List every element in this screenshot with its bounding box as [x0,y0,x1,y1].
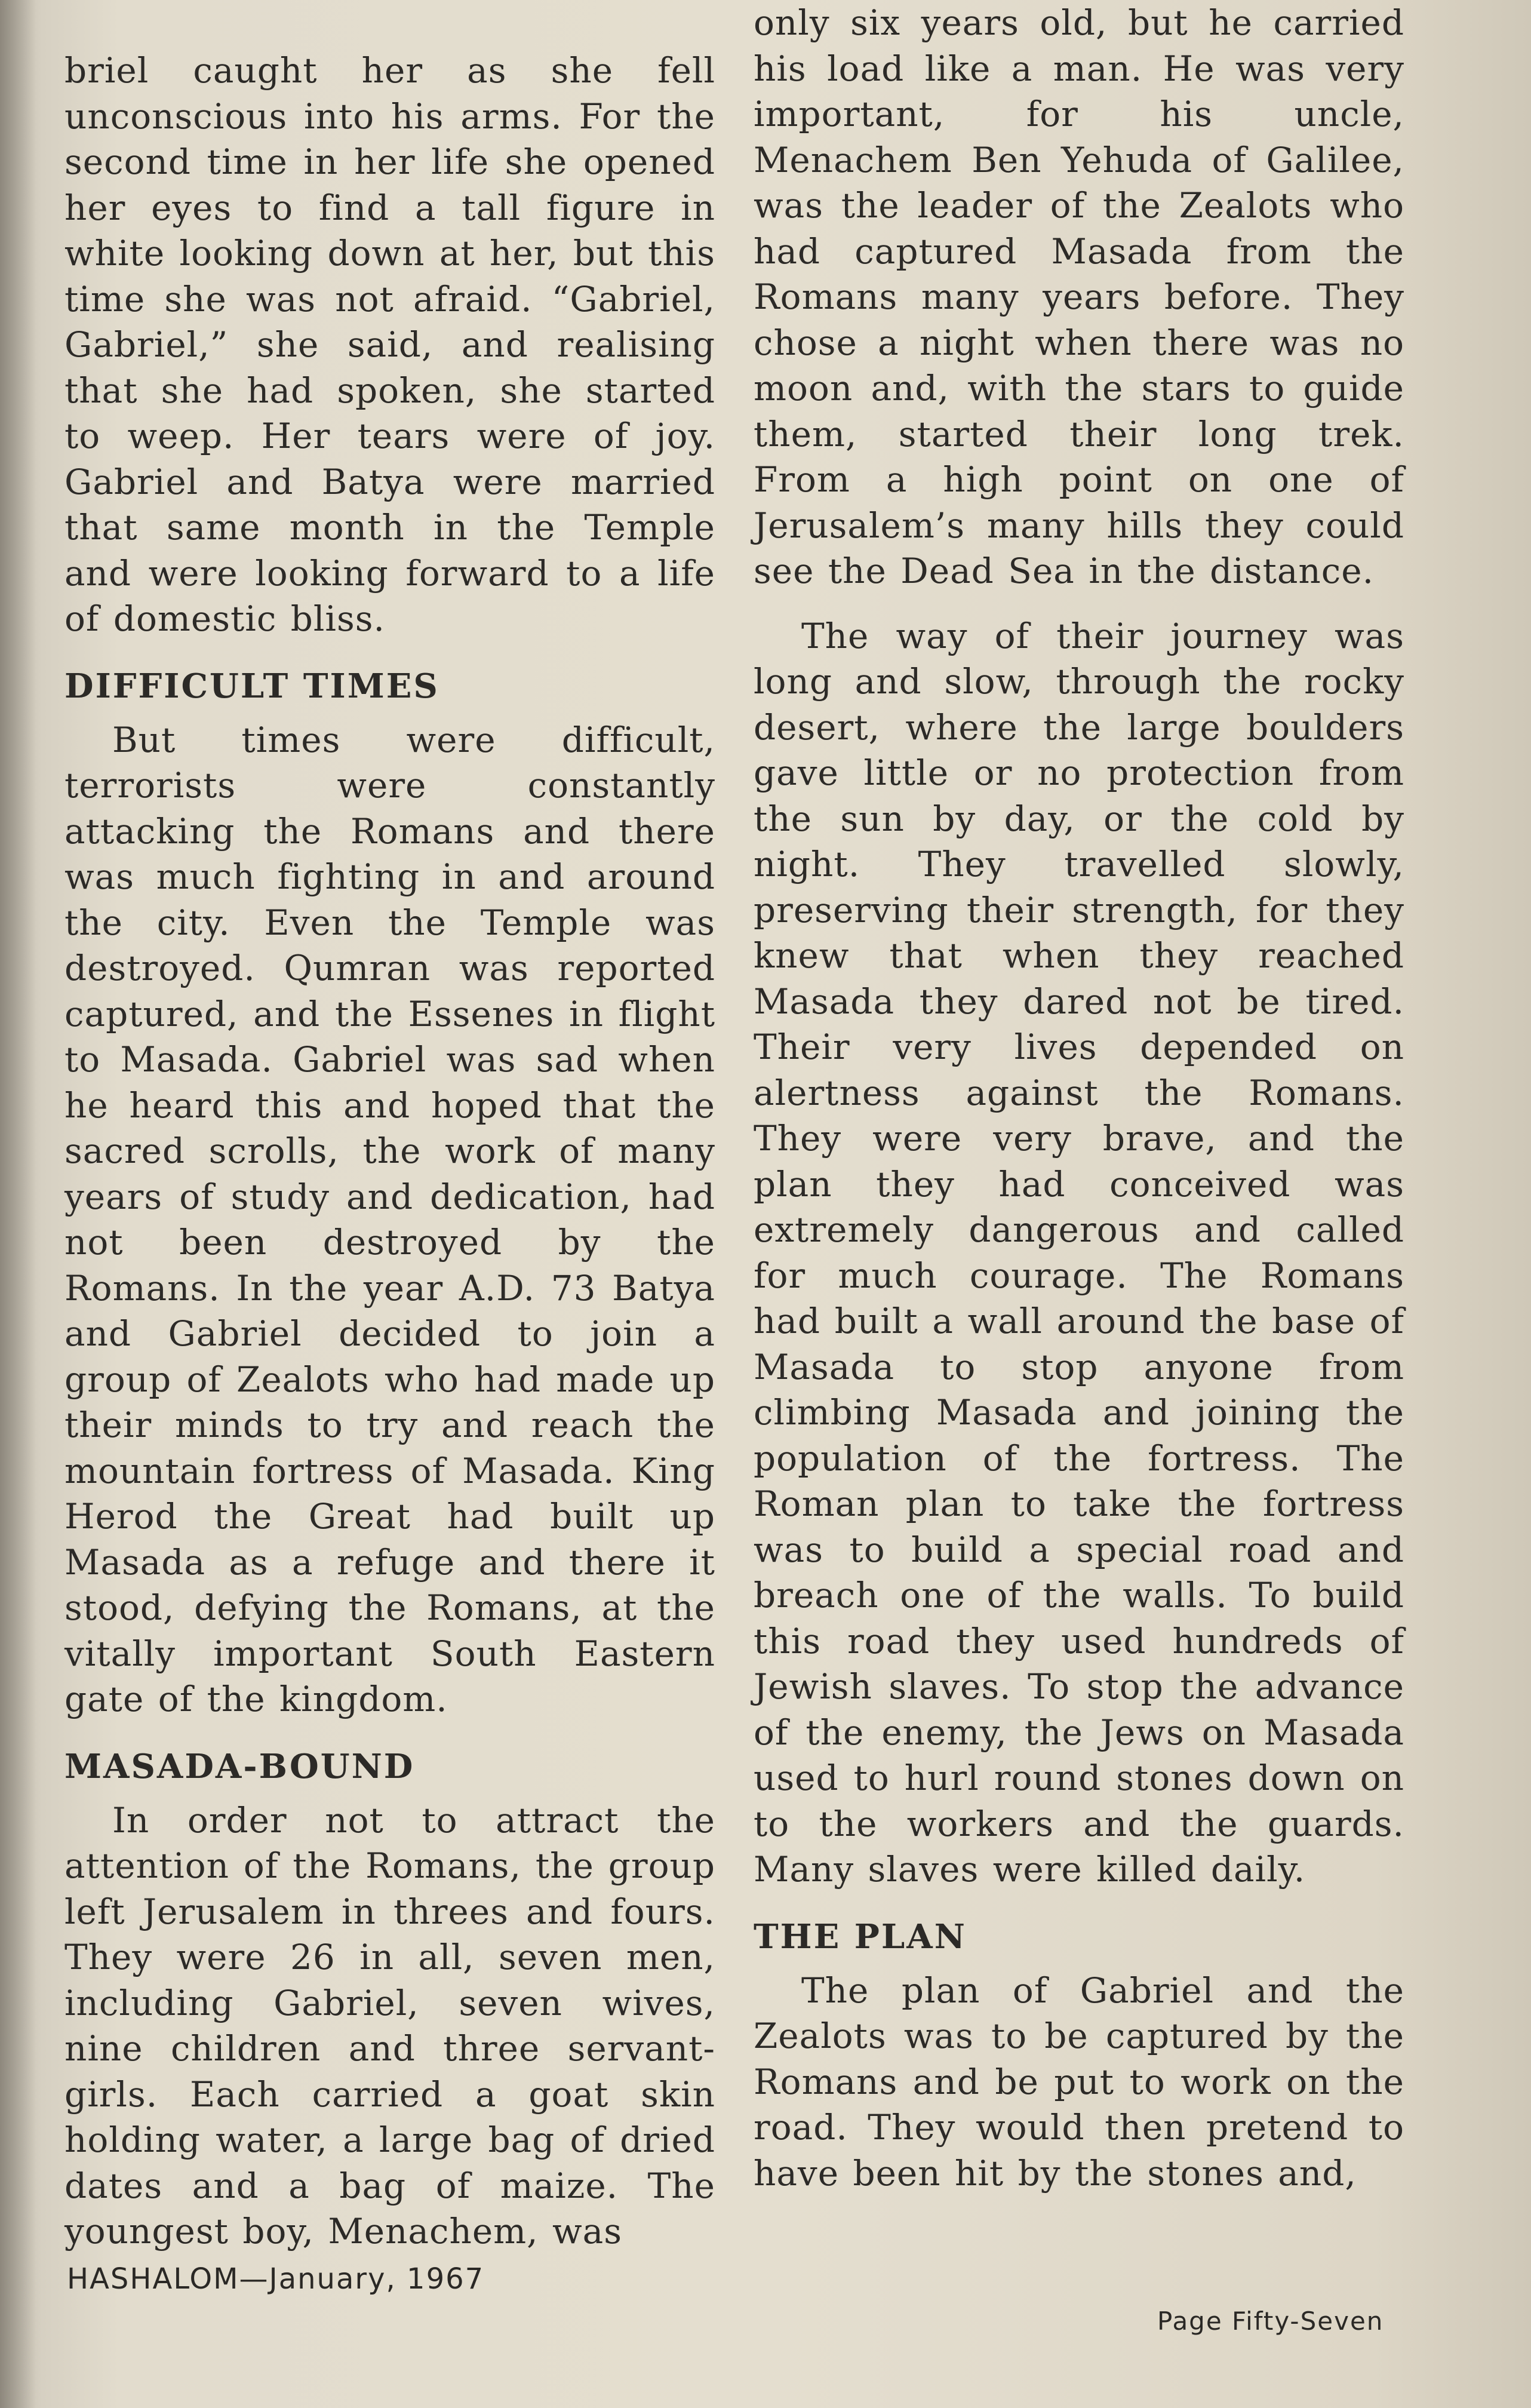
binding-shadow [0,0,36,2408]
paragraph: In order not to attract the attention of the Romans, the group left Jerusalem in threes and fours. They were 26 in all, seven men, including Gabriel, seven wives, nine children and three servant-girls. Each carried a goat skin holding water, a large bag of dried dates and a bag of maize. The youngest boy, Menachem, was [64,1799,715,2252]
paragraph: briel caught her as she fell unconscious into his arms. For the second time in her life she opened her eyes to find a tall figure in white looking down at her, but this time she was not afraid. “Gabriel, Gabriel,” she said, and realising that she had spoken, she started to weep. Her tears were of joy. Gabriel and Batya were married that same month in the Temple and were looking forward to a life of domestic bliss. [64,50,715,639]
section-heading-masada-bound: MASADA-BOUND [64,1746,415,1786]
paragraph-gap [754,594,1404,613]
paragraph: only six years old, but he carried his load like a man. He was very important, for his uncle, Menachem Ben Yehuda of Galilee, was the leader of the Zealots who had captured Masada from the Romans many years before. They chose a night when there was no moon and, with the stars to guide them, started their long trek. From a high point on one of Jerusalem’s many hills they could see the Dead Sea in the distance. [754,2,1404,591]
right-column [754,0,1404,2196]
publication-footer: HASHALOM—January, 1967 [67,2262,485,2296]
paragraph: The plan of Gabriel and the Zealots was to be captured by the Romans and be put to work on the road. They would then pretend to have been hit by the stones and, [754,1970,1404,2194]
section-heading-difficult-times: DIFFICULT TIMES [64,666,439,706]
paragraph: But times were difficult, terrorists were constantly attacking the Romans and there was much fighting in and around the city. Even the Temple was destroyed. Qumran was reported captured, and the Essenes in flight to Masada. Gabriel was sad when he heard this and hoped that the sacred scrolls, the work of many years of study and dedication, had not been destroyed by the Romans. In the year A.D. 73 Batya and Gabriel decided to join a group of Zealots who had made up their minds to try and reach the mountain fortress of Masada. King Herod the Great had built up Masada as a refuge and there it stood, defying the Romans, at the vitally important South Eastern gate of the kingdom. [64,719,715,1719]
section-heading-the-plan: THE PLAN [754,1916,967,1956]
page-number: Page Fifty-Seven [1157,2306,1384,2336]
left-column [64,48,715,2255]
paragraph: The way of their journey was long and slow, through the rocky desert, where the large boulders gave little or no protection from the sun by day, or the cold by night. They travelled slowly, preserving their strength, for they knew that when they reached Masada they dared not be tired. Their very lives depended on alertness against the Romans. They were very brave, and the plan they had conceived was extremely dangerous and called for much courage. The Romans had built a wall around the base of Masada to stop anyone from climbing Masada and joining the population of the fortress. The Roman plan to take the fortress was to build a special road and breach one of the walls. To build this road they used hundreds of Jewish slaves. To stop the advance of the enemy, the Jews on Masada used to hurl round stones down on to the workers and the guards. Many slaves were killed daily. [754,615,1404,1890]
